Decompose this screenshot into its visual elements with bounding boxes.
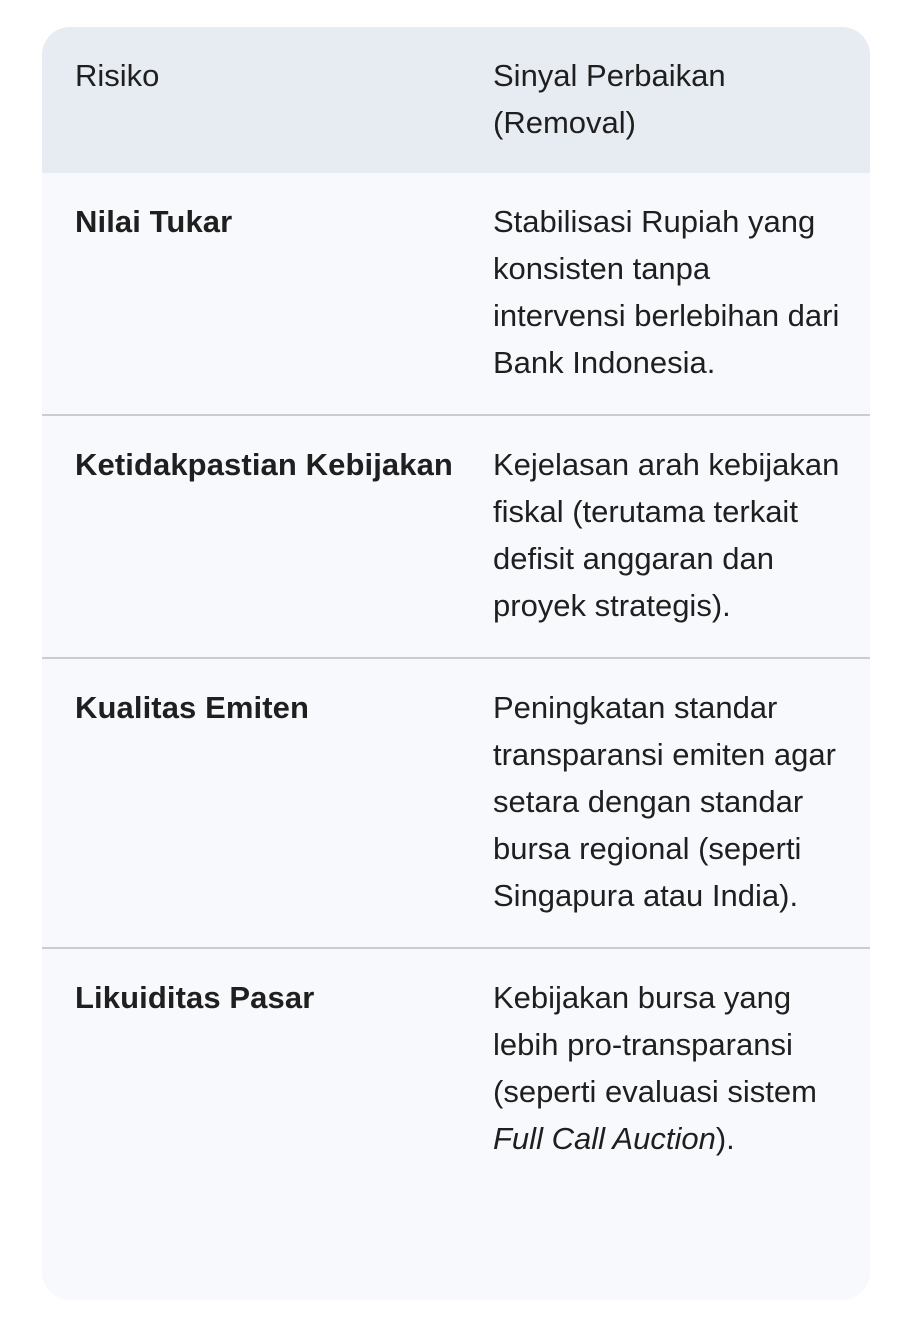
- table-row: [42, 948, 870, 1190]
- header-row: [42, 27, 870, 173]
- table-row: [42, 173, 870, 415]
- signal-cell: Stabilisasi Rupiah yang konsisten tanpa intervensi berlebihan dari Bank Indonesia.: [493, 204, 840, 380]
- table-header: [42, 27, 870, 173]
- table-row: [42, 658, 870, 948]
- risk-signal-table: [42, 27, 870, 1190]
- signal-text-suffix: ).: [715, 1121, 735, 1156]
- signal-text-italic: Full Call Auction: [493, 1121, 716, 1156]
- risk-signal-table-card: [42, 27, 870, 1300]
- signal-cell: [460, 948, 870, 1190]
- header-risk: Risiko: [75, 58, 160, 93]
- header-signal: Sinyal Perbaikan (Removal): [493, 58, 726, 140]
- risk-cell: Likuiditas Pasar: [42, 948, 460, 1190]
- risk-cell: Kualitas Emiten: [42, 658, 460, 948]
- signal-cell: Peningkatan standar transparansi emiten agar setara dengan standar bursa regional (seperti Singapura atau India).: [460, 658, 870, 948]
- risk-cell: Nilai Tukar: [75, 204, 233, 239]
- table-row: [42, 415, 870, 658]
- signal-cell: Kejelasan arah kebijakan fiskal (terutama terkait defisit anggaran dan proyek strategis).: [460, 415, 870, 658]
- signal-text-prefix: Kebijakan bursa yang lebih pro-transparansi (seperti evaluasi sistem: [493, 980, 817, 1109]
- table-body: [42, 173, 870, 1190]
- risk-cell: Ketidakpastian Kebijakan: [42, 415, 460, 658]
